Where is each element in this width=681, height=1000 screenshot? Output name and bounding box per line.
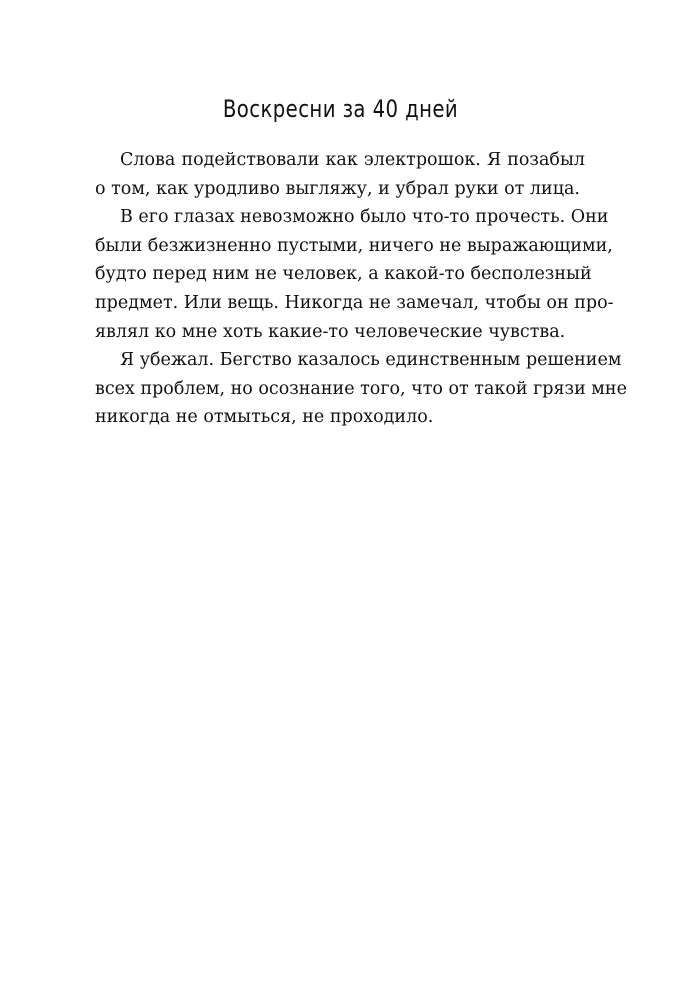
paragraph bbox=[95, 203, 614, 346]
body-text bbox=[95, 146, 627, 432]
text-line: были безжизненно пустыми, ничего не выражающими, bbox=[95, 235, 613, 256]
text-line: В его глазах невозможно было что-то прочесть. Они bbox=[120, 207, 609, 228]
text-line: Я убежал. Бегство казалось единственным решением bbox=[120, 350, 622, 371]
text-line: никогда не отмыться, не проходило. bbox=[95, 407, 434, 428]
paragraph bbox=[95, 346, 627, 432]
text-line: предмет. Или вещь. Никогда не замечал, чтобы он про- bbox=[95, 292, 614, 313]
text-line: Слова подействовали как электрошок. Я позабыл bbox=[120, 150, 585, 170]
text-line: являл ко мне хоть какие-то человеческие чувства. bbox=[95, 321, 566, 342]
text-line: о том, как уродливо выгляжу, и убрал руки от лица. bbox=[95, 178, 580, 199]
text-line: всех проблем, но осознание того, что от такой грязи мне bbox=[95, 378, 627, 399]
paragraph bbox=[95, 146, 585, 203]
running-head-title: Воскресни за 40 дней bbox=[222, 95, 459, 123]
text-line: будто перед ним не человек, а какой-то бесполезный bbox=[95, 264, 592, 285]
